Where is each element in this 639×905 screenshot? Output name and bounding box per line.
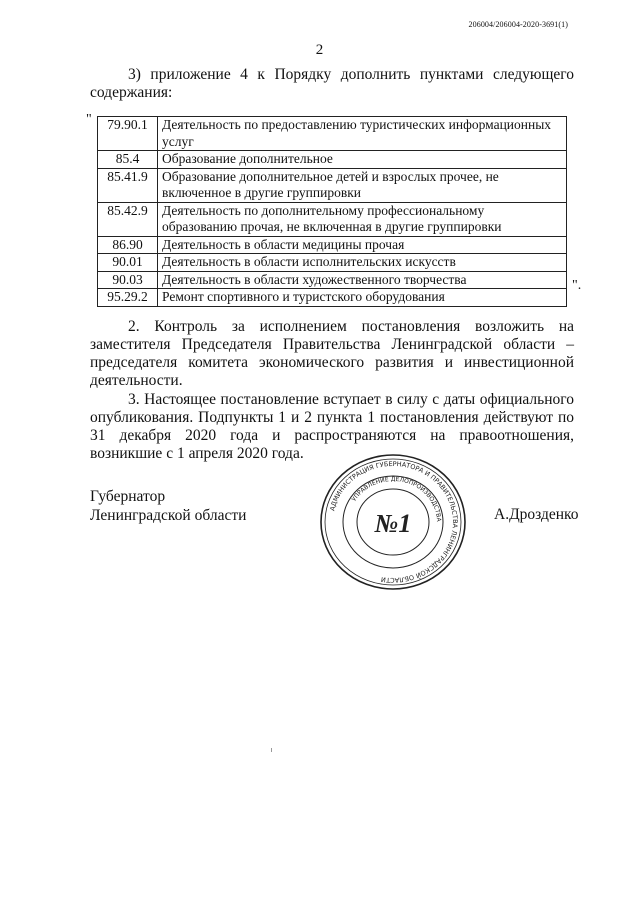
table-row [98, 202, 567, 236]
table-row [98, 289, 567, 307]
okved-code: 85.4 [98, 151, 158, 169]
okved-code: 90.03 [98, 271, 158, 289]
okved-description: Деятельность в области медицины прочая [158, 236, 567, 254]
signer-title [90, 487, 246, 525]
seal-outer-text: АДМИНИСТРАЦИЯ ГУБЕРНАТОРА И ПРАВИТЕЛЬСТВА ЛЕНИНГРАДСКОЙ ОБЛАСТИ [328, 459, 460, 585]
okved-table [97, 116, 567, 307]
document-id: 206004/206004-2020-3691(1) [468, 20, 568, 29]
okved-description: Деятельность по предоставлению туристических информационных услуг [158, 117, 567, 151]
okved-code: 85.42.9 [98, 202, 158, 236]
table-row [98, 271, 567, 289]
signer-name: А.Дрозденко [494, 506, 579, 523]
page-number: 2 [315, 42, 324, 58]
okved-description: Деятельность в области художественного творчества [158, 271, 567, 289]
intro-paragraph: 3) приложение 4 к Порядку дополнить пунктами следующего содержания: [90, 66, 574, 101]
okved-code: 95.29.2 [98, 289, 158, 307]
okved-code: 79.90.1 [98, 117, 158, 151]
okved-description: Деятельность по дополнительному профессиональному образованию прочая, не включенная в другие группировки [158, 202, 567, 236]
okved-code: 86.90 [98, 236, 158, 254]
paragraph-control: 2. Контроль за исполнением постановления возложить на заместителя Председателя Правительства Ленинградской области – председателя комитета экономического развития и инвестиционной деятельности. [90, 318, 574, 389]
closing-quote: ". [572, 278, 582, 293]
okved-description: Образование дополнительное детей и взрослых прочее, не включенное в другие группировки [158, 168, 567, 202]
signer-title-line2: Ленинградской области [90, 507, 247, 524]
okved-code: 90.01 [98, 254, 158, 272]
official-seal [318, 452, 468, 592]
seal-center-number: №1 [374, 509, 412, 538]
table-row [98, 168, 567, 202]
okved-description: Ремонт спортивного и туристского оборудования [158, 289, 567, 307]
table-row [98, 254, 567, 272]
paragraph-effective-date: 3. Настоящее постановление вступает в силу с даты официального опубликования. Подпункты 1 и 2 пункта 1 постановления действуют по 31 декабря 2020 года и распространяются на правоотношения, возникшие с 1 апреля 2020 года. [90, 391, 574, 462]
scan-mark [271, 748, 272, 752]
seal-inner-text: УПРАВЛЕНИЕ ДЕЛОПРОИЗВОДСТВА [350, 475, 443, 522]
okved-code: 85.41.9 [98, 168, 158, 202]
okved-description: Образование дополнительное [158, 151, 567, 169]
table-row [98, 151, 567, 169]
opening-quote: " [86, 112, 92, 127]
table-row [98, 117, 567, 151]
okved-description: Деятельность в области исполнительских искусств [158, 254, 567, 272]
table-row [98, 236, 567, 254]
signer-title-line1: Губернатор [90, 488, 166, 505]
